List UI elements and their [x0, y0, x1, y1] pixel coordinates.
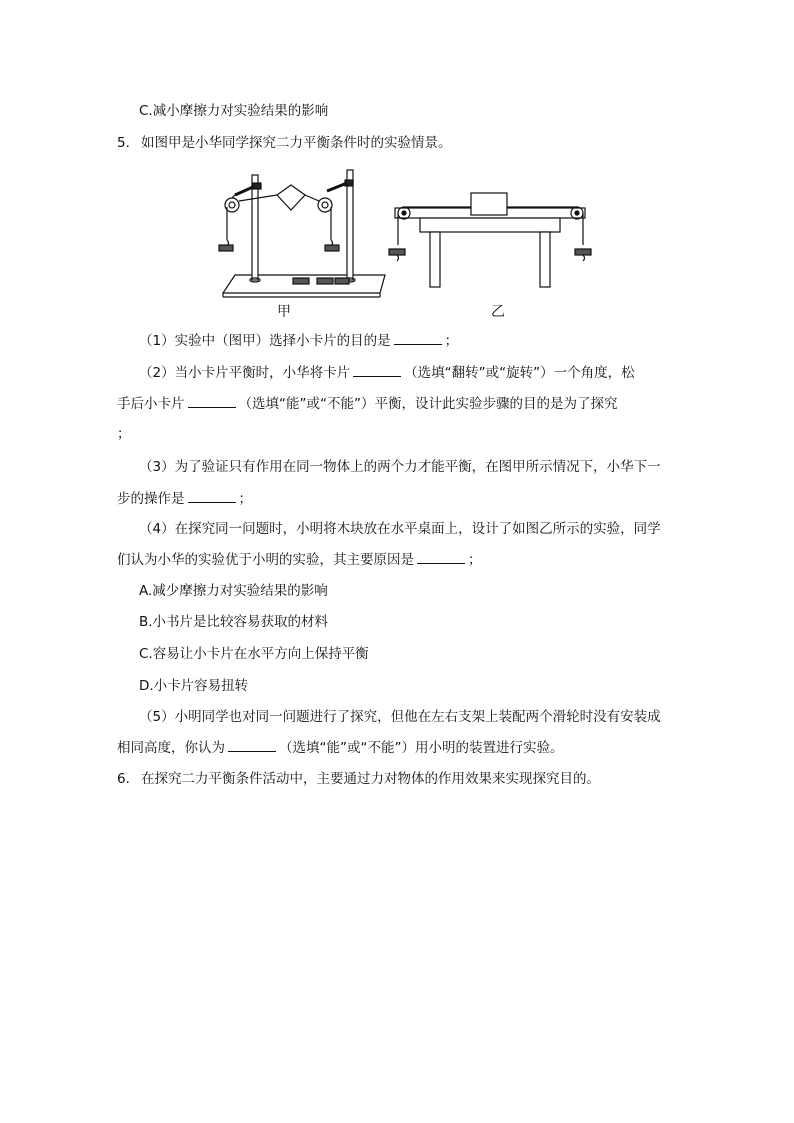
- subq-2: [139, 363, 635, 383]
- answer-blank-6[interactable]: [228, 738, 276, 752]
- answer-blank-3[interactable]: [188, 394, 236, 408]
- subq-1: [139, 331, 458, 351]
- subq-2-end: ；: [117, 426, 131, 442]
- question-5-stem: 如图甲是小华同学探究二力平衡条件时的实验情景。: [141, 135, 452, 151]
- question-6-number: 6．: [117, 771, 140, 787]
- option-c: C.容易让小卡片在水平方向上保持平衡: [139, 646, 369, 662]
- subq-2-cont: [117, 394, 617, 414]
- subq-5: （5）小明同学也对同一问题进行了探究，但他在左右支架上装配两个滑轮时没有安装成: [139, 709, 661, 725]
- subq-2-text-b: （选填“翻转”或“旋转”）一个角度，松: [404, 365, 635, 381]
- subq-2-cont-text-b: （选填“能”或“不能”）平衡，设计此实验步骤的目的是为了探究: [238, 396, 618, 412]
- option-c-prev: C.减小摩擦力对实验结果的影响: [139, 103, 329, 119]
- answer-blank-1[interactable]: [394, 331, 442, 345]
- subq-4-cont-text: 们认为小华的实验优于小明的实验，其主要原因是: [117, 552, 414, 568]
- subq-4-cont: [117, 550, 482, 570]
- answer-blank-5[interactable]: [417, 550, 465, 564]
- subq-1-end: ；: [444, 333, 459, 349]
- subq-4-end: ；: [468, 552, 482, 568]
- figure-yi: [389, 193, 591, 287]
- option-a: A.减少摩擦力对实验结果的影响: [139, 583, 328, 599]
- figure-jia: [219, 170, 385, 297]
- figure-yi-label: 乙: [491, 304, 505, 320]
- subq-3: （3）为了验证只有作用在同一物体上的两个力才能平衡，在图甲所示情况下，小华下一: [139, 459, 661, 475]
- subq-4: （4）在探究同一问题时，小明将木块放在水平桌面上，设计了如图乙所示的实验，同学: [139, 521, 661, 537]
- subq-3-cont: [117, 489, 252, 509]
- experiment-figure: [215, 165, 615, 325]
- subq-5-cont: [117, 738, 563, 758]
- option-b: B.小书片是比较容易获取的材料: [139, 614, 329, 630]
- question-6-stem: 在探究二力平衡条件活动中，主要通过力对物体的作用效果来实现探究目的。: [141, 771, 600, 787]
- subq-3-cont-text: 步的操作是: [117, 491, 185, 507]
- subq-3-end: ；: [238, 491, 252, 507]
- answer-blank-2[interactable]: [353, 363, 401, 377]
- subq-2-cont-text: 手后小卡片: [117, 396, 185, 412]
- subq-5-cont-text: 相同高度，你认为: [117, 740, 225, 756]
- answer-blank-4[interactable]: [188, 489, 236, 503]
- option-d: D.小卡片容易扭转: [139, 678, 249, 694]
- subq-5-end: （选填“能”或“不能”）用小明的装置进行实验。: [279, 740, 564, 756]
- question-5-number: 5．: [117, 135, 140, 151]
- figure-jia-label: 甲: [277, 304, 291, 320]
- subq-1-text: （1）实验中（图甲）选择小卡片的目的是: [139, 333, 391, 349]
- subq-2-text: （2）当小卡片平衡时，小华将卡片: [139, 365, 351, 381]
